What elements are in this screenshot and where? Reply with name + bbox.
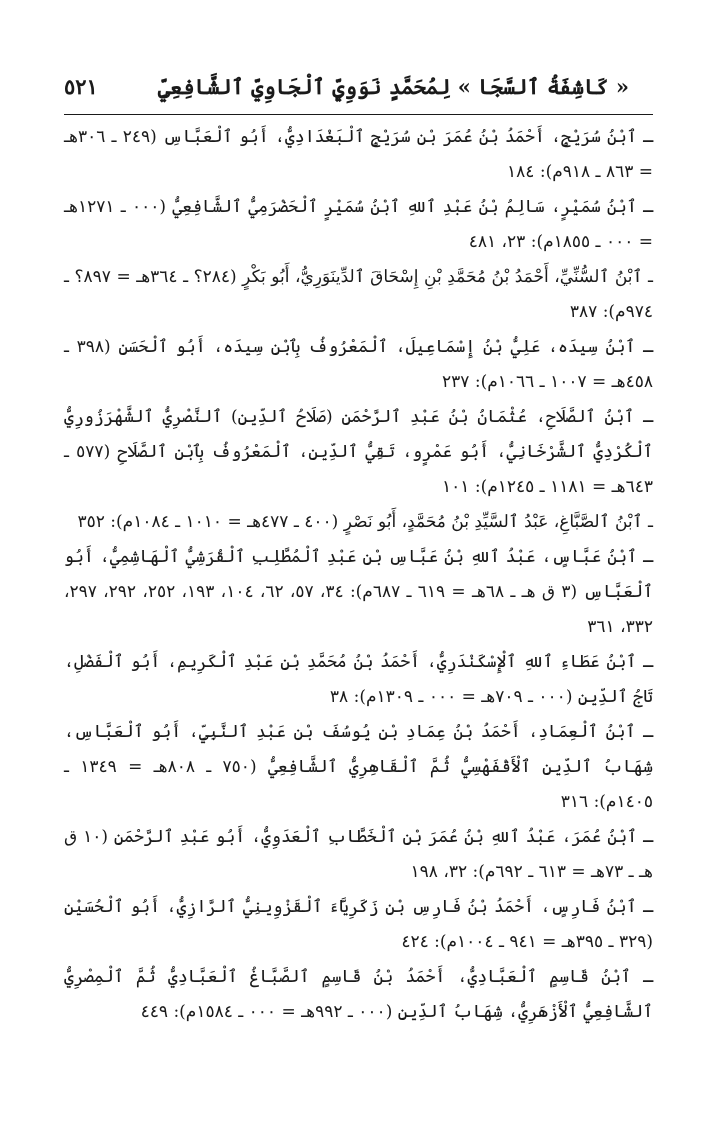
header-title: « كَاشِفَةُ ٱلسَّجَا » لِمُحَمَّدٍ نَوَوِيٍّ ٱلْجَاوِيِّ ٱلشَّافِعِيِّ xyxy=(157,74,629,99)
index-entry: ـ ٱبْنُ سُمَيْرٍ، سَالِمُ بْنُ عَبْدِ ٱللهِ ٱبْنُ سُمَيْرٍ ٱلْحَضْرَمِيُّ ٱلشَّافِعِيُّ (٠٠٠ ـ ١٢٧١هـ = ٠٠٠ ـ ١٨٥٥م): ٢٣، ٤٨١ xyxy=(64,197,653,252)
index-entry: ـ ٱبْنُ عُمَرَ، عَبْدُ ٱللهِ بْنُ عُمَرَ بْنِ ٱلْخَطَّابِ ٱلْعَدَوِيُّ، أَبُو عَبْدِ ٱلرَّحْمَنِ (١٠ ق هـ ـ ٧٣هـ = ٦١٣ ـ ٦٩٢م): ٣٢، ١٩٨ xyxy=(64,827,654,882)
index-entries xyxy=(64,120,653,1030)
index-entry: ـ ٱبْنُ ٱلصَّلَاحِ، عُثْمَانُ بْنُ عَبْدِ ٱلرَّحْمَنِ (صَلَاحُ ٱلدِّينِ) ٱلنَّصْرِيُّ ٱلشَّهْرَزُورِيُّ ٱلْكُرْدِيُّ ٱلشَّرْخَانِيُّ، أَبُو عَمْرٍو، تَقِيُّ ٱلدِّينِ، ٱلْمَعْرُوفُ بِٱبْنِ ٱلصَّلَاحِ (٥٧٧ ـ ٦٤٣هـ = ١١٨١ ـ ١٢٤٥م): ١٠١ xyxy=(64,407,653,497)
index-entry: ـ ٱبْنُ سِيدَه، عَلِيُّ بْنُ إِسْمَاعِيلَ، ٱلْمَعْرُوفُ بِٱبْنِ سِيدَه، أَبُو ٱلْحَسَنِ (٣٩٨ ـ ٤٥٨هـ = ١٠٠٧ ـ ١٠٦٦م): ٢٣٧ xyxy=(64,337,654,392)
index-entry: ـ ٱبْنُ فَارِسٍ، أَحْمَدُ بْنُ فَارِسِ بْنِ زَكَرِيَّاءَ ٱلْقَزْوِينِيُّ ٱلرَّازِيُّ، أَبُو ٱلْحُسَيْنِ (٣٢٩ ـ ٣٩٥هـ = ٩٤١ ـ ١٠٠٤م): ٤٢٤ xyxy=(64,897,653,952)
index-entry: ـ ٱبْنُ سُرَيْجٍ، أَحْمَدُ بْنُ عُمَرَ بْنِ سُرَيْجٍ ٱلْبَغْدَادِيُّ، أَبُو ٱلْعَبَّاسِ (٢٤٩ ـ ٣٠٦هـ = ٨٦٣ ـ ٩١٨م): ١٨٤ xyxy=(64,127,653,182)
index-entry: ـ ٱبْنُ عَطَاءِ ٱللهِ ٱلْإِسْكَنْدَرِيُّ، أَحْمَدُ بْنُ مُحَمَّدِ بْنِ عَبْدِ ٱلْكَرِيمِ، أَبُو ٱلْفَضْلِ، تَاجُ ٱلدِّينِ (٠٠٠ ـ ٧٠٩هـ = ٠٠٠ ـ ١٣٠٩م): ٣٨ xyxy=(64,652,653,707)
index-entry: ـ ٱبْنُ عَبَّاسٍ، عَبْدُ ٱللهِ بْنُ عَبَّاسِ بْنِ عَبْدِ ٱلْمُطَّلِبِ ٱلْقُرَشِيُّ ٱلْهَاشِمِيُّ، أَبُو ٱلْعَبَّاسِ (٣ ق هـ ـ ٦٨هـ = ٦١٩ ـ ٦٨٧م): ٣٤، ٥٧، ٦٢، ١٠٤، ١٩٣، ٢٥٢، ٢٩٢، ٢٩٧، ٣٣٢، ٣٦١ xyxy=(64,547,654,637)
index-entry: ـ ٱبْنُ ٱلصَّبَّاغِ، عَبْدُ ٱلسَّيِّدِ بْنُ مُحَمَّدٍ، أَبُو نَصْرٍ (٤٠٠ ـ ٤٧٧هـ = ١٠١٠ ـ ١٠٨٤م): ٣٥٢ xyxy=(77,512,653,532)
index-entry: ـ ٱبْنُ ٱلْعِمَادِ، أَحْمَدُ بْنُ عِمَادِ بْنِ يُوسُفَ بْنِ عَبْدِ ٱلنَّبِيِّ، أَبُو ٱلْعَبَّاسِ، شِهَابُ ٱلدِّينِ ٱلْأَقْفَهْسِيُّ ثُمَّ ٱلْقَاهِرِيُّ ٱلشَّافِعِيُّ (٧٥٠ ـ ٨٠٨هـ = ١٣٤٩ ـ ١٤٠٥م): ٣١٦ xyxy=(64,722,653,812)
index-entry: ـ ٱبْنُ ٱلسُّنِّيِّ، أَحْمَدُ بْنُ مُحَمَّدِ بْنِ إِسْحَاقَ ٱلدِّينَوَرِيُّ، أَبُو بَكْرٍ (٢٨٤؟ ـ ٣٦٤هـ = ٨٩٧؟ ـ ٩٧٤م): ٣٨٧ xyxy=(64,267,653,322)
index-entry: ـ ٱبْنُ قَاسِمٍ ٱلْعَبَّادِيُّ، أَحْمَدُ بْنُ قَاسِمٍ ٱلصَّبَّاغُ ٱلْعَبَّادِيُّ ثُمَّ ٱلْمِصْرِيُّ ٱلشَّافِعِيُّ ٱلْأَزْهَرِيُّ، شِهَابُ ٱلدِّينِ (٠٠٠ ـ ٩٩٢هـ = ٠٠٠ ـ ١٥٨٤م): ٤٤٩ xyxy=(64,967,653,1022)
header-rule xyxy=(64,114,653,115)
page-number: ٥٢١ xyxy=(64,74,98,99)
running-header xyxy=(64,68,629,108)
